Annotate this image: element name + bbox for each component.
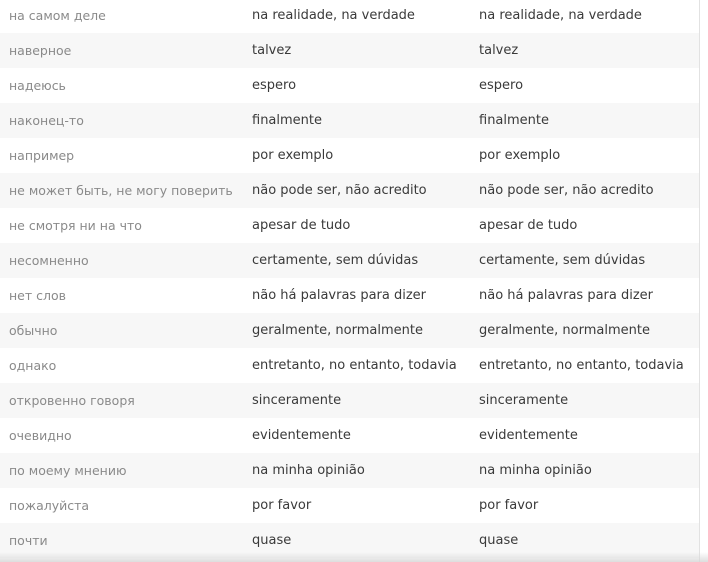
translation-cell-duplicate: não pode ser, não acredito: [479, 183, 654, 198]
translation-cell: apesar de tudo: [252, 218, 351, 233]
translation-cell: sinceramente: [252, 393, 342, 408]
russian-phrase-cell: почти: [9, 533, 48, 548]
russian-phrase-cell: однако: [9, 358, 57, 373]
translation-cell-duplicate: finalmente: [479, 113, 550, 128]
translation-cell: por exemplo: [252, 148, 334, 163]
translation-cell-duplicate: evidentemente: [479, 428, 578, 443]
translation-cell: espero: [252, 78, 297, 93]
russian-phrase-cell: несомненно: [9, 253, 89, 268]
table-row: [0, 313, 699, 348]
translation-cell: quase: [252, 533, 292, 548]
translation-cell-duplicate: entretanto, no entanto, todavia: [479, 358, 684, 373]
translation-cell: não pode ser, não acredito: [252, 183, 427, 198]
translation-cell: talvez: [252, 43, 292, 58]
russian-phrase-cell: по моему мнению: [9, 463, 127, 478]
table-row: [0, 138, 699, 173]
translation-cell: na realidade, na verdade: [252, 8, 415, 23]
russian-phrase-cell: наверное: [9, 43, 72, 58]
table-right-border: [699, 0, 700, 562]
translation-cell-duplicate: não há palavras para dizer: [479, 288, 654, 303]
translation-cell-duplicate: espero: [479, 78, 524, 93]
table-row: [0, 523, 699, 558]
russian-phrase-cell: на самом деле: [9, 8, 106, 23]
russian-phrase-cell: откровенно говоря: [9, 393, 135, 408]
russian-phrase-cell: очевидно: [9, 428, 72, 443]
translation-cell-duplicate: na realidade, na verdade: [479, 8, 642, 23]
russian-phrase-cell: обычно: [9, 323, 58, 338]
russian-phrase-cell: не смотря ни на что: [9, 218, 142, 233]
russian-phrase-cell: пожалуйста: [9, 498, 90, 513]
translation-cell: certamente, sem dúvidas: [252, 253, 419, 268]
table-row: [0, 68, 699, 103]
table-row: [0, 418, 699, 453]
table-row: [0, 453, 699, 488]
table-row: [0, 243, 699, 278]
translation-cell-duplicate: por favor: [479, 498, 539, 513]
translation-cell: entretanto, no entanto, todavia: [252, 358, 457, 373]
russian-phrase-cell: надеюсь: [9, 78, 66, 93]
table-row: [0, 488, 699, 523]
table-row: [0, 208, 699, 243]
table-row: [0, 0, 699, 33]
table-row: [0, 348, 699, 383]
table-row: [0, 278, 699, 313]
russian-phrase-cell: нет слов: [9, 288, 66, 303]
table-row: [0, 173, 699, 208]
translation-cell-duplicate: sinceramente: [479, 393, 569, 408]
translation-cell: evidentemente: [252, 428, 351, 443]
table-row: [0, 103, 699, 138]
table-row: [0, 383, 699, 418]
translation-cell-duplicate: na minha opinião: [479, 463, 592, 478]
translation-cell-duplicate: certamente, sem dúvidas: [479, 253, 646, 268]
translation-cell-duplicate: geralmente, normalmente: [479, 323, 650, 338]
russian-phrase-cell: не может быть, не могу поверить: [9, 183, 233, 198]
table-row: [0, 33, 699, 68]
translation-cell-duplicate: apesar de tudo: [479, 218, 578, 233]
translation-cell: por favor: [252, 498, 312, 513]
translation-cell-duplicate: quase: [479, 533, 519, 548]
russian-phrase-cell: например: [9, 148, 75, 163]
translation-cell-duplicate: talvez: [479, 43, 519, 58]
translation-cell: geralmente, normalmente: [252, 323, 423, 338]
translation-cell-duplicate: por exemplo: [479, 148, 561, 163]
translation-cell: na minha opinião: [252, 463, 365, 478]
translation-cell: não há palavras para dizer: [252, 288, 427, 303]
translation-cell: finalmente: [252, 113, 323, 128]
russian-phrase-cell: наконец-то: [9, 113, 84, 128]
